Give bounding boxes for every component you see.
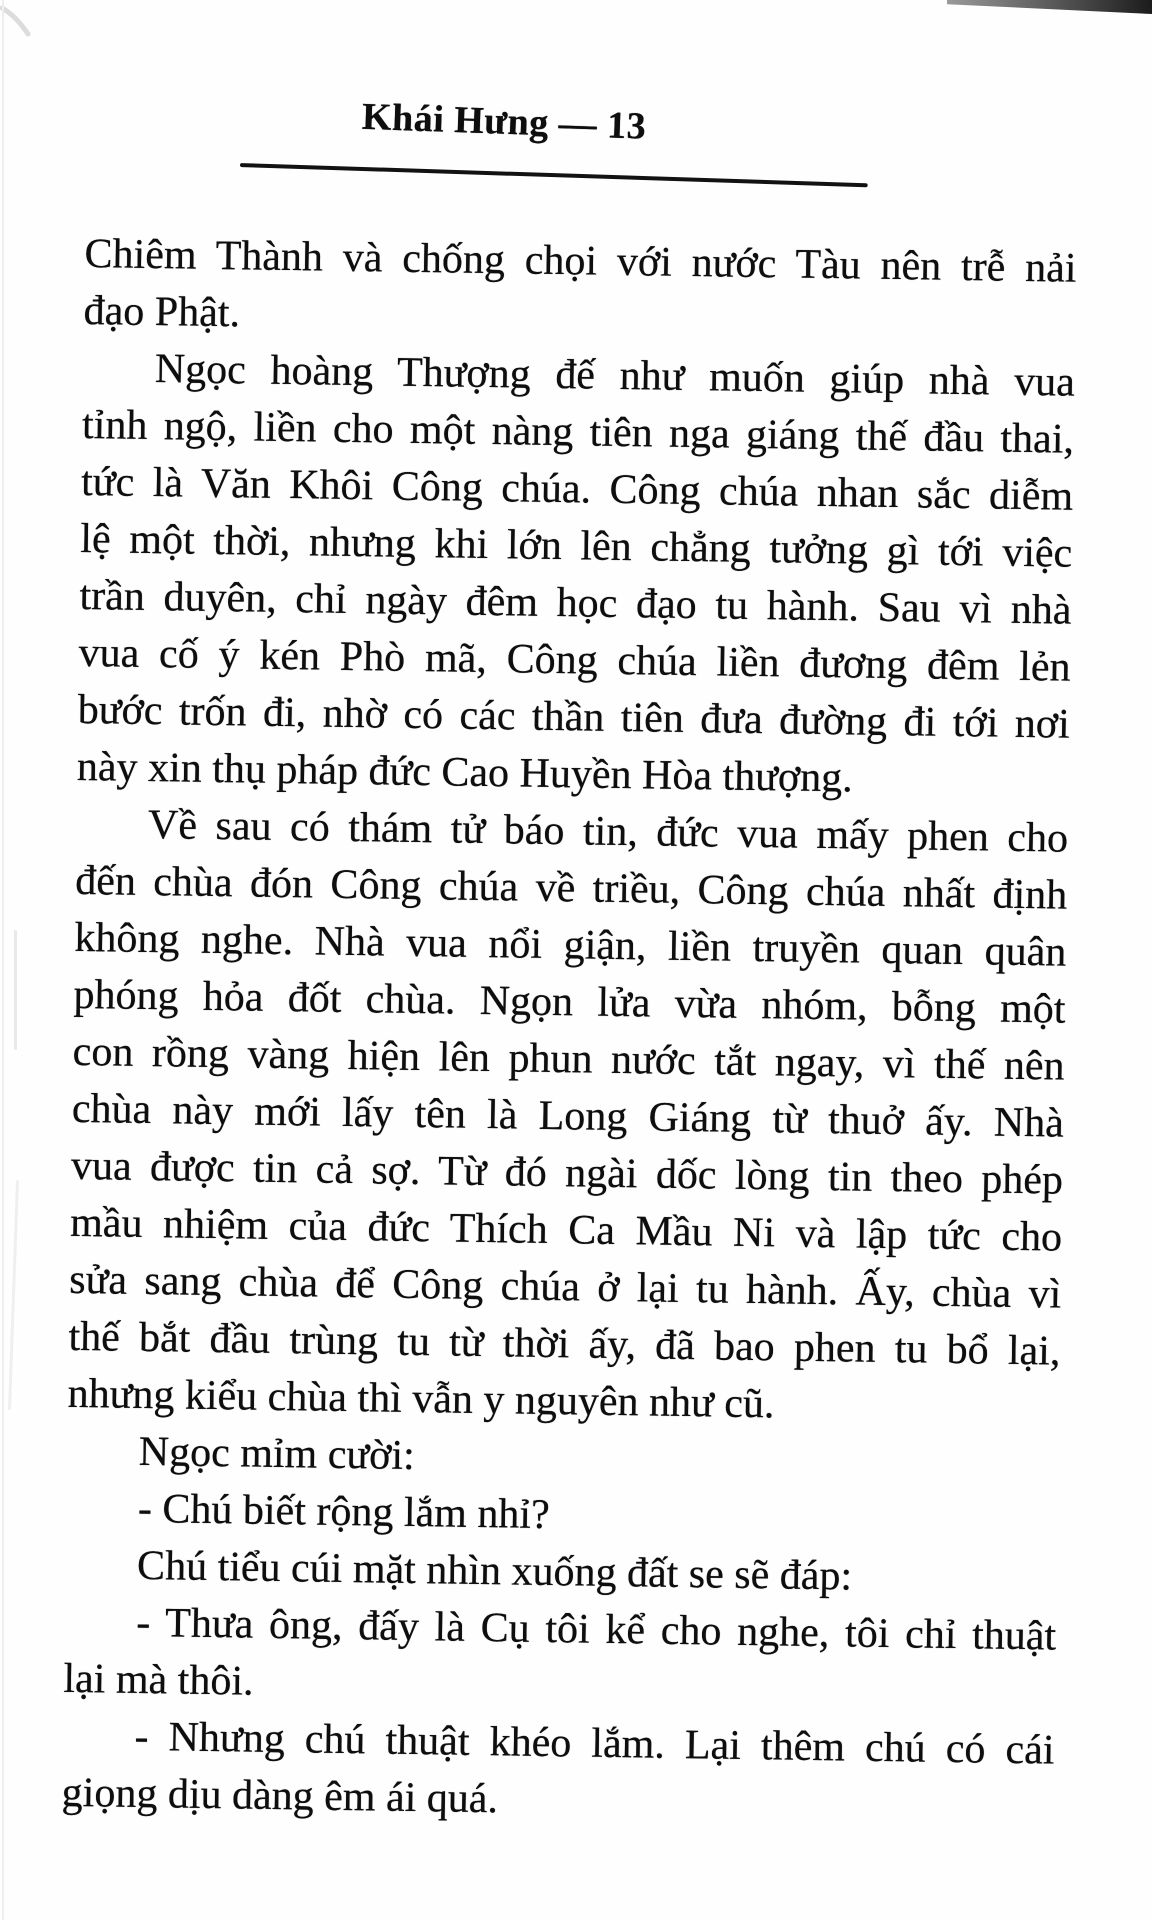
text-line: bước trốn đi, nhờ có các thần tiên đưa đường đi tới nơi [77, 686, 1071, 748]
paragraph [61, 1708, 1055, 1837]
text-line: - Nhưng chú thuật khéo lắm. Lại thêm chú có cái [134, 1713, 1055, 1774]
text-line: Chiêm Thành và chống chọi với nước Tàu nên trễ nải [84, 230, 1077, 292]
text-line: lệ một thời, nhưng khi lớn lên chẳng tưởng gì tới việc [80, 515, 1073, 577]
text-line: tỉnh ngộ, liền cho một nàng tiên nga giáng thế đầu thai, [81, 401, 1075, 463]
text-line: giọng dịu dàng êm ái quá. [61, 1769, 499, 1823]
text-line: - Thưa ông, đấy là Cụ tôi kể cho nghe, tôi chỉ thuật [135, 1599, 1057, 1660]
text-line: vua được tin cả sợ. Từ đó ngài dốc lòng tin theo phép [70, 1142, 1064, 1204]
text-line: Chú tiểu cúi mặt nhìn xuống đất se sẽ đáp: [136, 1542, 853, 1600]
text-line: mầu nhiệm của đức Thích Ca Mầu Ni và lập tức cho [69, 1199, 1063, 1261]
text-line: Ngọc mỉm cười: [138, 1428, 416, 1480]
text-line: - Chú biết rộng lắm nhỉ? [137, 1485, 551, 1539]
paragraph [77, 340, 1076, 811]
text-line: Ngọc hoàng Thượng đế như muốn giúp nhà vua [154, 346, 1076, 406]
text-line: lại mà thôi. [63, 1655, 254, 1705]
text-line: không nghe. Nhà vua nổi giận, liền truyền quan quân [74, 914, 1067, 976]
scan-edge-mark [14, 930, 17, 1050]
paragraph [83, 226, 1077, 355]
text-line: tức là Văn Khôi Công chúa. Công chúa nhan sắc diễm [80, 458, 1074, 520]
text-line: vua cố ý kén Phò mã, Công chúa liền đương đêm lẻn [78, 629, 1071, 691]
scan-corner-shadow [947, 0, 1152, 14]
text-line: Về sau có thám tử báo tin, đức vua mấy phen cho [147, 802, 1069, 862]
header-rule [240, 163, 868, 187]
page-curl-mark [0, 0, 120, 120]
text-line: chùa này mới lấy tên là Long Giáng từ thuở ấy. Nhà [71, 1085, 1065, 1147]
text-line: thế bắt đầu trùng tu từ thời ấy, đã bao phen tu bổ lại, [68, 1313, 1061, 1375]
text-line: đạo Phật. [83, 287, 241, 337]
text-line: sửa sang chùa để Công chúa ở lại tu hành. Ấy, chùa vì [69, 1256, 1062, 1318]
text-line: này xin thụ pháp đức Cao Huyền Hòa thượng. [76, 743, 854, 802]
text-line: đến chùa đón Công chúa về triều, Công chúa nhất định [74, 857, 1068, 919]
scan-edge-line [2, 0, 4, 1920]
scan-edge-mark [8, 1180, 19, 1410]
text-line: trần duyên, chỉ ngày đêm học đạo tu hành. Sau vì nhà [79, 572, 1072, 634]
running-head: Khái Hưng — 13 [361, 95, 647, 148]
text-line: phóng hỏa đốt chùa. Ngọn lửa vừa nhóm, bỗng một [73, 971, 1066, 1033]
text-block [61, 226, 1077, 1837]
paragraph [63, 1594, 1057, 1723]
text-line: nhưng kiểu chùa thì vẫn y nguyên như cũ. [67, 1370, 775, 1428]
paragraph [67, 796, 1068, 1438]
text-line: con rồng vàng hiện lên phun nước tắt ngay, vì thế nên [72, 1028, 1065, 1090]
